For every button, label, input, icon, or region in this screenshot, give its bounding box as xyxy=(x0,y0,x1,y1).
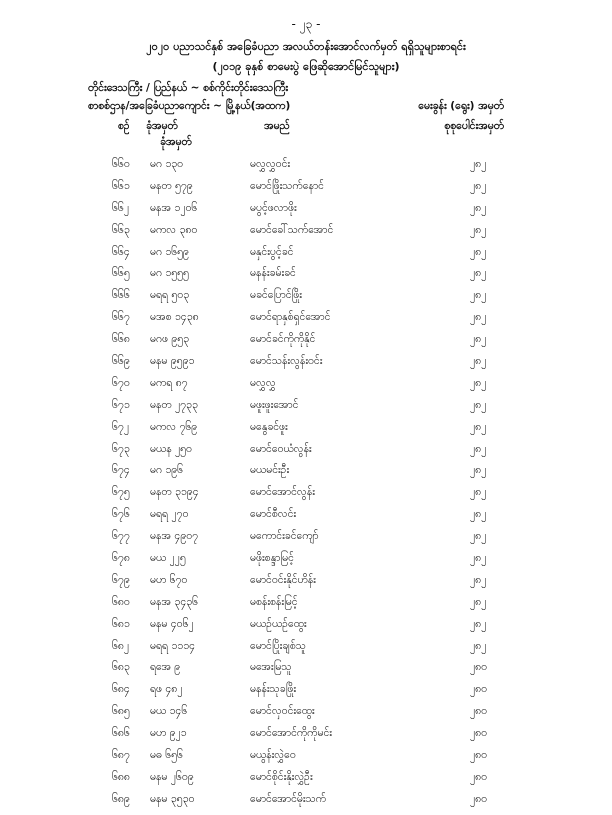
student-name: မယွန်းလွှဲဝေ xyxy=(250,749,296,762)
table-row xyxy=(0,399,612,421)
total-marks: ၂၈၂ xyxy=(470,245,487,258)
student-name: မောင်သန်းလွန်းဝင်း xyxy=(250,355,323,368)
student-name: မဖိုးစန္ဒာမြင့် xyxy=(250,552,294,565)
student-name: မောင်ရာနှစ်ရှင်အောင် xyxy=(250,311,331,324)
row-number: ၆၈၄ xyxy=(112,683,130,696)
page-number: - ၂၃ - xyxy=(291,17,321,31)
roll-number: ရအေ ၉ xyxy=(150,661,181,674)
roll-number: မနတ ၅၇၉ xyxy=(150,179,193,192)
roll-number: ရဖ ၄၈၂ xyxy=(150,683,183,696)
total-marks: ၂၈၂ xyxy=(470,311,487,324)
total-marks: ၂၈၂ xyxy=(470,158,487,170)
total-marks: ၂၈၀ xyxy=(470,727,488,740)
document-subtitle: (၂၀၁၉ ခုနှစ် စာမေးပွဲ ဖြေဆိုအောင်မြင်သူများ) xyxy=(212,60,400,73)
student-name: မောင်ခေါ်သက်အောင် xyxy=(250,223,334,236)
table-row xyxy=(0,421,612,443)
table-row xyxy=(0,683,612,705)
total-marks: ၂၈၂ xyxy=(470,376,487,389)
roll-number: မဂ ၁၃၀ xyxy=(150,158,184,170)
student-name: မလွှလွှဝင်း xyxy=(250,158,291,170)
table-row xyxy=(0,640,612,662)
total-marks: ၂၈၂ xyxy=(470,530,487,543)
row-number: ၆၇၈ xyxy=(112,552,130,565)
table-row xyxy=(0,705,612,727)
student-name: မနှင်းပွင့်ခင် xyxy=(250,245,294,258)
total-marks: ၂၈၀ xyxy=(470,683,488,696)
student-name: မပွင့်ဖလာဖိုး xyxy=(250,201,297,214)
column-header-name: အမည် xyxy=(264,120,290,132)
total-marks: ၂၈၂ xyxy=(470,573,487,586)
student-name: မောင်ပြိုးချစ်သူ xyxy=(250,639,306,652)
row-number: ၆၆၆ xyxy=(112,289,130,302)
column-header-roll-sub: ခုံအမှတ် xyxy=(160,136,192,148)
total-marks: ၂၈၂ xyxy=(470,595,487,608)
roll-number: မရရ ၁၁၁၄ xyxy=(150,639,196,652)
roll-number: မဂ ၁၅၅၅ xyxy=(150,267,189,280)
total-marks: ၂၈၀ xyxy=(470,661,488,674)
row-number: ၆၇၇ xyxy=(112,530,130,543)
total-marks: ၂၈၂ xyxy=(470,179,487,192)
total-marks: ၂၈၂ xyxy=(470,639,487,652)
row-number: ၆၇၅ xyxy=(112,486,130,499)
row-number: ၆၆၇ xyxy=(112,311,130,324)
table-row xyxy=(0,574,612,596)
table-row xyxy=(0,508,612,530)
total-marks: ၂၈၂ xyxy=(470,420,487,433)
roll-number: မယန ၂၅၀ xyxy=(150,442,192,455)
column-header-roll: ခုံအမှတ် xyxy=(146,120,178,132)
total-marks: ၂၈၂ xyxy=(470,201,487,214)
total-marks: ၂၈၂ xyxy=(470,552,487,565)
table-row xyxy=(0,246,612,268)
student-name: မောင်အောင်မိုးသက် xyxy=(250,792,327,805)
column-header-no: စဉ် xyxy=(118,120,130,132)
student-name: မောင်ဝင်းနိုင်ဟိန်း xyxy=(250,573,316,586)
student-name: မလွှလွှ xyxy=(250,376,276,389)
student-name: မောင်အောင်ကိုကိုမင်း xyxy=(250,727,332,740)
student-name: မောင်ဖြိုးသက်နောင် xyxy=(250,179,324,192)
row-number: ၆၇၉ xyxy=(112,573,130,586)
exam-note: မေးခွန်း (ရွေး) အမှတ် xyxy=(418,100,504,112)
row-number: ၆၆၁ xyxy=(112,179,130,192)
table-row xyxy=(0,443,612,465)
student-name: မနန်းခမ်းခင် xyxy=(250,267,296,280)
roll-number: မရရ ၅၀၃ xyxy=(150,289,190,302)
student-name: မစန်းစန်းမြင့် xyxy=(250,595,298,608)
row-number: ၆၆၄ xyxy=(112,245,130,258)
row-number: ၆၆၀ xyxy=(112,158,130,170)
total-marks: ၂၈၂ xyxy=(470,486,487,499)
row-number: ၆၈၃ xyxy=(112,661,130,674)
row-number: ၆၆၅ xyxy=(112,267,130,280)
student-name: မယဉ်ယဉ်ထွေး xyxy=(250,617,307,630)
roll-number: မနအ ၄၉၀၇ xyxy=(150,530,199,543)
results-table xyxy=(0,158,612,815)
student-name: မောင်စီလင်း xyxy=(250,508,297,521)
row-number: ၆၈၈ xyxy=(112,770,130,783)
total-marks: ၂၈၂ xyxy=(470,617,487,630)
student-name: မောင်စိုင်းနိုးလွှဲဦး xyxy=(250,770,313,783)
table-row xyxy=(0,377,612,399)
student-name: မောင်ဝေယံလွန်း xyxy=(250,442,312,455)
row-number: ၆၈၉ xyxy=(112,792,130,805)
table-row xyxy=(0,333,612,355)
roll-number: မအစ ၁၄၃၈ xyxy=(150,311,199,324)
table-row xyxy=(0,202,612,224)
roll-number: မနမ ၄၀၆၂ xyxy=(150,617,194,630)
roll-number: မဂဖ ၉၅၃ xyxy=(150,333,190,346)
student-name: မနန်းသုခဖြိုး xyxy=(250,683,297,696)
total-marks: ၂၈၂ xyxy=(470,289,487,302)
total-marks: ၂၈၀ xyxy=(470,792,488,805)
row-number: ၆၇၄ xyxy=(112,464,130,477)
row-number: ၆၇၁ xyxy=(112,398,130,411)
student-name: မယမင်းဦး xyxy=(250,464,290,477)
total-marks: ၂၈၂ xyxy=(470,355,487,368)
student-name: မအေးမြသူ xyxy=(250,661,292,674)
roll-number: မဓ ၆၅၆ xyxy=(150,749,183,762)
row-number: ၆၆၉ xyxy=(112,355,130,368)
center-line: စာစစ်ဌာန/အခြေခံပညာကျောင်း ~ မြို့နယ်(အထက) xyxy=(88,100,291,112)
row-number: ၆၇၆ xyxy=(112,508,130,521)
roll-number: မကလ ၇၆၉ xyxy=(150,420,198,433)
table-row xyxy=(0,727,612,749)
table-row xyxy=(0,661,612,683)
roll-number: မဂ ၁၉၆ xyxy=(150,464,184,477)
roll-number: မနတ ၂၇၃၃ xyxy=(150,398,198,411)
row-number: ၆၈၆ xyxy=(112,727,130,740)
table-row xyxy=(0,464,612,486)
table-row xyxy=(0,530,612,552)
row-number: ၆၈၂ xyxy=(112,639,130,652)
table-row xyxy=(0,158,612,180)
roll-number: မနမ ၃၅၃၀ xyxy=(150,792,195,805)
total-marks: ၂၈၀ xyxy=(470,770,488,783)
total-marks: ၂၈၂ xyxy=(470,223,487,236)
total-marks: ၂၈၂ xyxy=(470,333,487,346)
table-row xyxy=(0,793,612,815)
roll-number: မကလ ၃၈၀ xyxy=(150,223,198,236)
roll-number: မဟ ၉၂၁ xyxy=(150,727,187,740)
table-row xyxy=(0,749,612,771)
table-row xyxy=(0,596,612,618)
row-number: ၆၆၃ xyxy=(112,223,130,236)
column-header-marks: စုစုပေါင်းအမှတ် xyxy=(444,120,504,132)
table-row xyxy=(0,224,612,246)
table-row xyxy=(0,311,612,333)
roll-number: မယ ၁၄၆ xyxy=(150,705,188,718)
row-number: ၆၇၃ xyxy=(112,442,130,455)
total-marks: ၂၈၀ xyxy=(470,705,488,718)
total-marks: ၂၈၂ xyxy=(470,398,487,411)
student-name: မနွေခင်ဖူး xyxy=(250,420,288,433)
roll-number: မယ ၂၂၅ xyxy=(150,552,186,565)
document-title: ၂၀၂၀ ပညာသင်နှစ် အခြေခံပညာ အလယ်တန်းအောင်လက်မှတ် ရရှိသူများစာရင်း xyxy=(146,40,466,53)
roll-number: မရရ ၂၇၀ xyxy=(150,508,189,521)
student-name: မောင်အောင်လွန်း xyxy=(250,486,315,499)
roll-number: မနအ ၁၂၀၆ xyxy=(150,201,198,214)
roll-number: မကရ ၈၇ xyxy=(150,376,188,389)
student-name: မောင်လှဝင်းထွေး xyxy=(250,705,315,718)
roll-number: မနအ ၃၄၃၆ xyxy=(150,595,199,608)
student-name: မဖူးဖူးအောင် xyxy=(250,398,299,411)
table-row xyxy=(0,552,612,574)
region-line: တိုင်းဒေသကြီး / ပြည်နယ် ~ စစ်ကိုင်းတိုင်းဒေသကြီး xyxy=(88,82,289,94)
roll-number: မဂ ၁၆၅၉ xyxy=(150,245,189,258)
row-number: ၆၇၀ xyxy=(112,376,130,389)
row-number: ၆၈၀ xyxy=(112,595,130,608)
table-row xyxy=(0,355,612,377)
student-name: မကောင်းခင်ကျော် xyxy=(250,530,319,543)
table-row xyxy=(0,180,612,202)
row-number: ၆၈၇ xyxy=(112,749,130,762)
total-marks: ၂၈၂ xyxy=(470,464,487,477)
table-row xyxy=(0,267,612,289)
table-row xyxy=(0,486,612,508)
total-marks: ၂၈၀ xyxy=(470,749,488,762)
student-name: မခင်ပြောင်ဖြိုး xyxy=(250,289,302,302)
roll-number: မနတ ၃၁၉၄ xyxy=(150,486,199,499)
row-number: ၆၈၁ xyxy=(112,617,130,630)
roll-number: မနမ ၉၅၉၁ xyxy=(150,355,195,368)
total-marks: ၂၈၂ xyxy=(470,508,487,521)
student-name: မောင်ခင်ကိုကိုနိုင် xyxy=(250,333,316,346)
total-marks: ၂၈၂ xyxy=(470,442,487,455)
total-marks: ၂၈၂ xyxy=(470,267,487,280)
row-number: ၆၆၂ xyxy=(112,201,129,214)
row-number: ၆၇၂ xyxy=(112,420,129,433)
table-row xyxy=(0,618,612,640)
table-row xyxy=(0,289,612,311)
row-number: ၆၆၈ xyxy=(112,333,130,346)
roll-number: မဟ ၆၇၀ xyxy=(150,573,188,586)
table-row xyxy=(0,771,612,793)
roll-number: မနမ ၂၆၀၉ xyxy=(150,770,194,783)
row-number: ၆၈၅ xyxy=(112,705,130,718)
